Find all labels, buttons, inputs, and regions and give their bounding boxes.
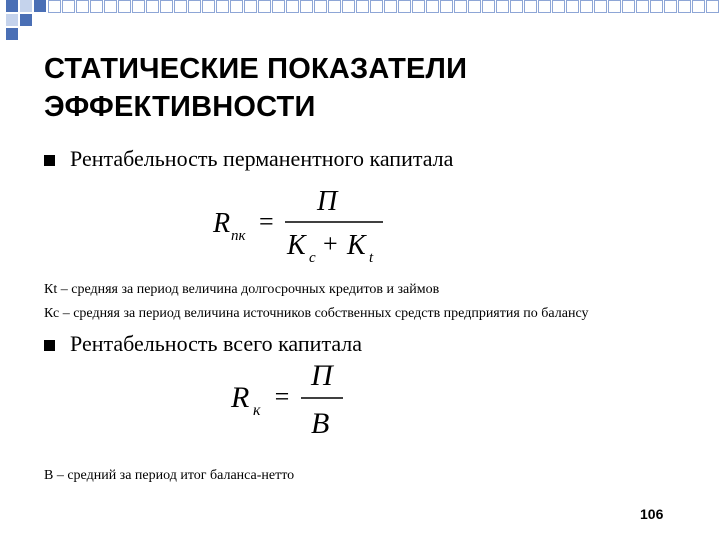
formula-numerator: П <box>311 359 333 392</box>
formula-equals: = <box>259 207 274 236</box>
note-b: В – средний за период итог баланса-нетто <box>44 468 295 483</box>
formula-den-b-sub: t <box>369 250 374 266</box>
formula-numerator: П <box>317 186 338 217</box>
formula-den-b: K <box>347 230 366 261</box>
note-kc: Кс – средняя за период величина источников собственных средств предприятия по балансу <box>44 306 589 321</box>
formula-lhs: R <box>213 208 231 239</box>
slide-title-line-2: ЭФФЕКТИВНОСТИ <box>44 91 316 123</box>
slide-title-line-1: СТАТИЧЕСКИЕ ПОКАЗАТЕЛИ <box>44 53 468 85</box>
formula-lhs-sub: пк <box>231 228 246 244</box>
bullet-text: Рентабельность перманентного капитала <box>70 146 454 171</box>
slide-title <box>44 50 684 126</box>
bullet-text: Рентабельность всего капитала <box>70 331 363 356</box>
formula-denominator: В <box>311 407 330 440</box>
formula-equals: = <box>273 382 291 411</box>
formula-lhs: R <box>231 381 250 414</box>
formula-lhs-sub: к <box>253 402 261 419</box>
formula-total-capital <box>225 355 355 445</box>
formula-den-a: K <box>287 230 306 261</box>
slide-number: 106 <box>640 506 664 522</box>
bullet-square-icon <box>44 155 55 166</box>
formula-permanent-capital <box>205 180 405 270</box>
formula-plus: + <box>323 229 338 258</box>
formula-den-a-sub: c <box>309 250 316 266</box>
bullet-square-icon <box>44 340 55 351</box>
decorative-squares <box>0 0 720 40</box>
note-kt: Кt – средняя за период величина долгосрочных кредитов и займов <box>44 282 440 297</box>
